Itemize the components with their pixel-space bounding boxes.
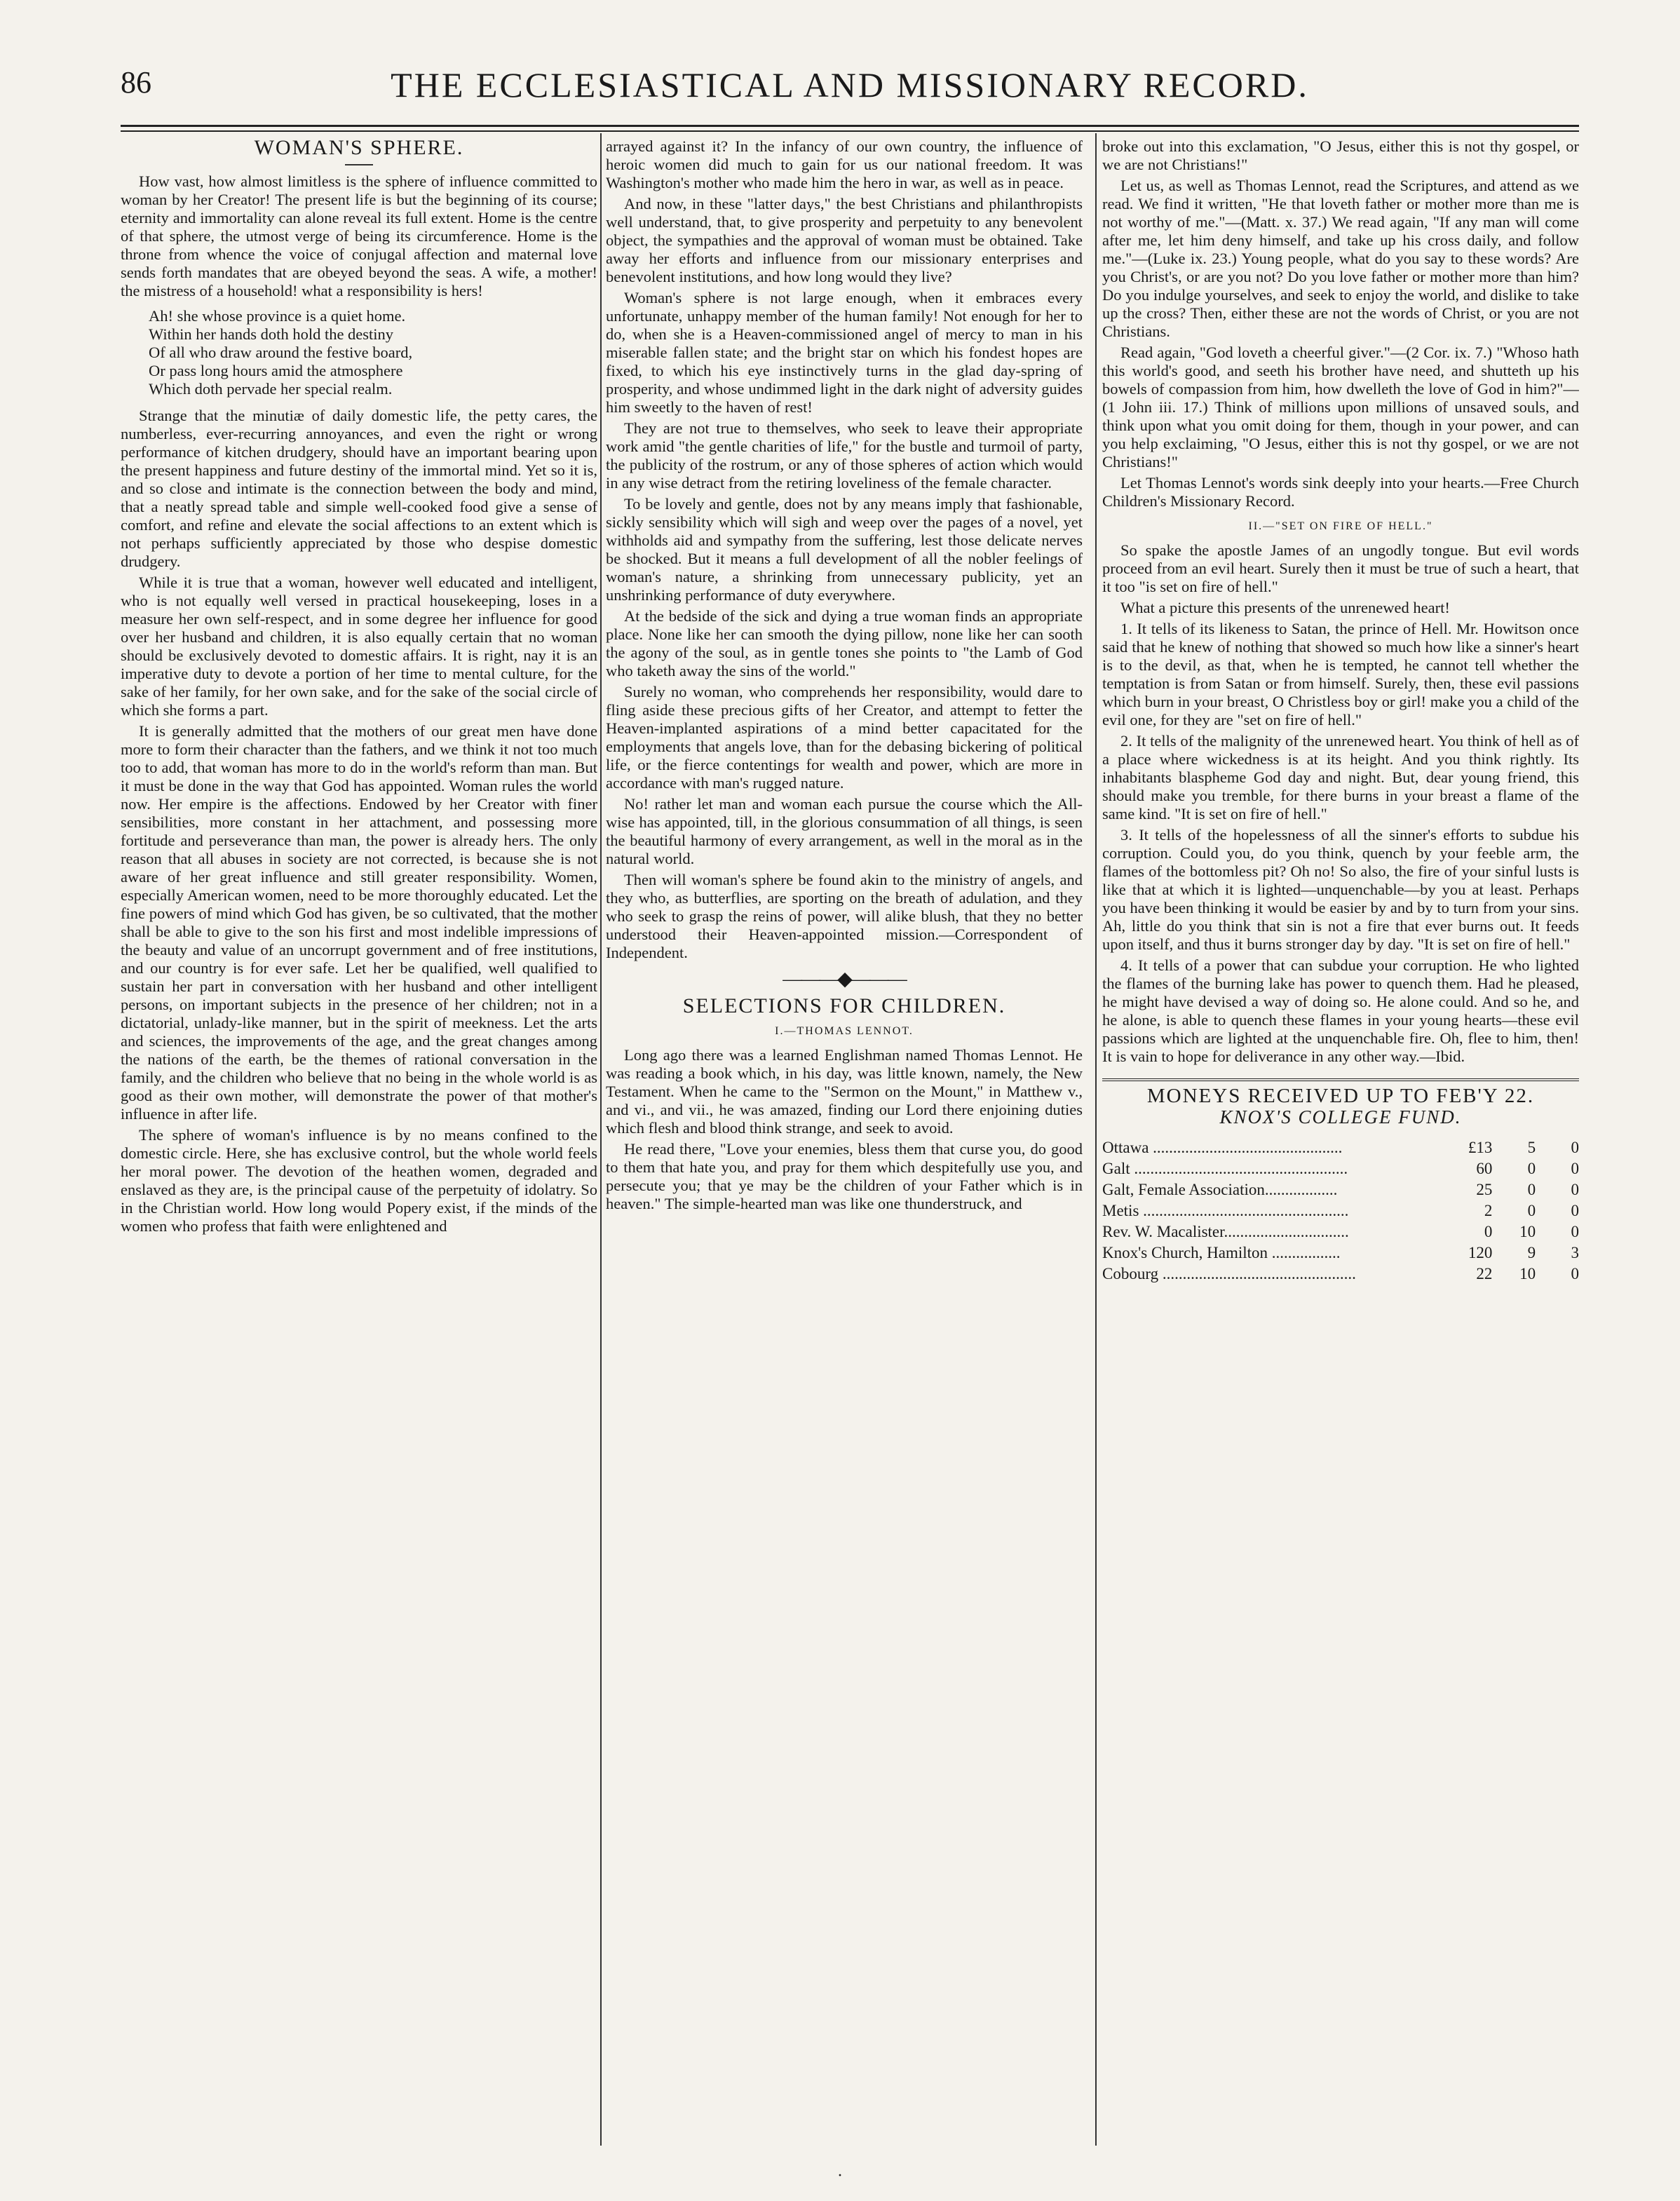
column-3 <box>1102 137 1579 2150</box>
paragraph: What a picture this presents of the unrenewed heart! <box>1120 599 1450 616</box>
poem-line: Within her hands doth hold the destiny <box>149 325 394 343</box>
fund-name: KNOX'S COLLEGE FUND. <box>1219 1106 1462 1127</box>
table-row <box>1102 1242 1579 1264</box>
paragraph: Strange that the minutiæ of daily domestic life, the petty cares, the numberless, ever-recurring annoyances, and even the right or wrong performance of kitchen drudgery, should have an important bearing upon the present happiness and future destiny of the immortal mind. Yet so it is, and so close and intimate is the connection between the body and mind, that a neatly spread table and simple well-cooked food give a sense of comfort, and refine and elevate the social affections to an extent which is not perhaps sufficiently appreciated by those who despise domestic drudgery. <box>121 407 597 570</box>
subheading-set-on-fire: II.—"SET ON FIRE OF HELL." <box>1248 520 1433 532</box>
pounds: 0 <box>1484 1223 1493 1240</box>
donor-name: Galt ..................................................... <box>1102 1160 1348 1177</box>
paragraph: arrayed against it? In the infancy of our own country, the influence of heroic women did much to gain for us our national freedom. It was Washington's mother who made him the hero in war, as well as in peace. <box>606 137 1083 191</box>
paragraph: It is generally admitted that the mothers of our great men have done more to form their character than the fathers, and we think it not too much too to add, that woman has more to do in the world's reform than man. But it must be done in the way that God has appointed. Woman rules the world now. Her empire is the affections. Endowed by her Creator with finer sensibilities, more constant in her attachment, and possessing more fortitude and perseverance than man, the power is already hers. The only reason that all abuses in society are not corrected, is because she is not aware of her great influence and still greater responsibility. Women, especially American women, need to be more thoroughly educated. Let the fine powers of mind which God has given, be so cultivated, that the mother shall be able to give to the son his first and most indelible impressions of the beauty and value of an uncorrupt government and of free institutions, and our country is for ever safe. Let her be qualified, well qualified to sustain her part in conversation with her husband and other intelligent persons, on important subjects in the presence of her children; not in a dictatorial, unlady-like manner, but in the spirit of meekness. Let the arts and sciences, the improvements of the age, and the great changes among the nations of the earth, be the themes of rational conversation in the family, and the children who believe that no being in the whole world is as good as their own mother, will demonstrate the power of that mother's influence in after life. <box>121 722 597 1123</box>
paragraph: They are not true to themselves, who seek to leave their appropriate work amid "the gentle charities of life," for the bustle and turmoil of party, the publicity of the rostrum, or any of those spheres of action which would in any wise detract from the retiring loveliness of the female character. <box>606 419 1083 492</box>
pence: 3 <box>1571 1244 1579 1261</box>
article-heading-selections: SELECTIONS FOR CHILDREN. <box>682 994 1006 1017</box>
table-row <box>1102 1221 1579 1242</box>
paragraph: 4. It tells of a power that can subdue your corruption. He who lighted the flames of the burning lake has power to quench them. Had he pleased, he might have devised a way of doing so. He alone could. And so he, and he alone, is able to quench these flames in your young hearts—these evil passions which are lighted at the unquenchable fire. Oh, flee to him, then! It is vain to hope for deliverance in any other way.—Ibid. <box>1102 956 1579 1065</box>
pence: 0 <box>1571 1202 1579 1219</box>
page-header <box>121 65 1579 121</box>
paragraph: No! rather let man and woman each pursue the course which the All-wise has appointed, till, in the glorious consummation of all things, is seen the beautiful harmony of every arrangement, as well in the moral as in the natural world. <box>606 795 1083 867</box>
header-rule <box>121 125 1579 127</box>
table-row <box>1102 1137 1579 1158</box>
shillings: 10 <box>1519 1265 1536 1282</box>
article-heading-womans-sphere: WOMAN'S SPHERE. <box>254 137 464 159</box>
pence: 0 <box>1571 1265 1579 1282</box>
pounds: 25 <box>1476 1181 1493 1198</box>
ornament-divider: ———◆——— <box>783 968 906 990</box>
column-2 <box>606 137 1083 2150</box>
moneys-title: MONEYS RECEIVED UP TO FEB'Y 22. <box>1146 1085 1535 1107</box>
pounds: 60 <box>1476 1160 1493 1177</box>
column-divider-2 <box>1095 133 1097 2146</box>
table-row <box>1102 1264 1579 1285</box>
ledger-table <box>1102 1137 1579 1285</box>
footer-mark: · <box>837 2167 843 2185</box>
paragraph: How vast, how almost limitless is the sphere of influence committed to woman by her Creator! The present life is but the beginning of its course; eternity and immortality can alone reveal its full extent. Home is the centre of that sphere, the utmost verge of being its circumference. Home is the throne from whence the voice of conjugal affection and maternal love sends forth mandates that are obeyed beyond the seas. A wife, a mother! the mistress of a household! what a responsibility is hers! <box>121 172 597 299</box>
poem-line: Of all who draw around the festive board, <box>149 344 413 361</box>
pence: 0 <box>1571 1181 1579 1198</box>
paragraph: Let Thomas Lennot's words sink deeply into your hearts.—Free Church Children's Missionary Record. <box>1102 474 1579 510</box>
shillings: 10 <box>1519 1223 1536 1240</box>
poem-line: Which doth pervade her special realm. <box>149 380 393 398</box>
publication-title: THE ECCLESIASTICAL AND MISSIONARY RECORD. <box>391 65 1309 104</box>
shillings: 0 <box>1527 1202 1536 1219</box>
table-row <box>1102 1200 1579 1221</box>
pounds: 22 <box>1476 1265 1493 1282</box>
pounds: 2 <box>1484 1202 1493 1219</box>
paragraph: While it is true that a woman, however well educated and intelligent, who is not equally well versed in practical housekeeping, loses in a measure her own self-respect, and in some degree her influence for good over her husband and children, it is also equally certain that no woman should be exclusively devoted to domestic affairs. It is right, nay it is an imperative duty to devote a portion of her time to mental culture, for the sake of her family, for her own sake, and for the sake of the social circle of which she forms a part. <box>121 574 597 719</box>
donor-name: Ottawa ............................................... <box>1102 1139 1343 1156</box>
section-rule <box>1102 1078 1579 1081</box>
paragraph: Read again, "God loveth a cheerful giver."—(2 Cor. ix. 7.) "Whoso hath this world's good, and seeth his brother have need, and shutteth up his bowels of compassion from him, how dwelleth the love of God in him?"—(1 John iii. 17.) Think of millions upon millions of unsaved souls, and think upon what you omit doing for them, though in your power, and can you help exclaiming, "O Jesus, either this is not thy gospel, or we are not Christians!" <box>1102 344 1579 470</box>
paragraph: Then will woman's sphere be found akin to the ministry of angels, and they who, as butterflies, are sporting on the breath of adulation, and they who seek to grasp the reins of power, will alike blush, that they no better understood their Heaven-appointed mission.—Correspondent of Independent. <box>606 871 1083 961</box>
donor-name: Cobourg ................................................ <box>1102 1265 1356 1282</box>
page-number: 86 <box>121 65 151 100</box>
pounds: £13 <box>1468 1139 1493 1156</box>
table-row <box>1102 1158 1579 1179</box>
paragraph: Let us, as well as Thomas Lennot, read the Scriptures, and attend as we read. We find it written, "He that loveth father or mother more than me is not worthy of me."—(Matt. x. 37.) We read again, "If any man will come after me, let him deny himself, and take up his cross daily, and follow me."—(Luke ix. 23.) Young people, what do you say to these words? Are you Christ's, or are you not? Do you love father or mother more than him? Do you indulge yourselves, and seek to enjoy the world, and dislike to take up the cross? Then, either these are not the words of Christ, or you are not Christians. <box>1102 177 1579 340</box>
shillings: 5 <box>1527 1139 1536 1156</box>
paragraph: Surely no woman, who comprehends her responsibility, would dare to fling aside these precious gifts of her Creator, and attempt to fetter the Heaven-implanted aspirations of a mind better capacitated for the employments that angels love, than for the debasing bickering of political life, or the fierce contentings for wealth and power, which are more in accordance with man's rugged nature. <box>606 683 1083 792</box>
paragraph: 3. It tells of the hopelessness of all the sinner's efforts to subdue his corruption. Could you, do you think, quench by your feeble arm, the flames of the bottomless pit? Oh no! So also, the fire of your sinful lusts is like that at which it is lighted—unquenchable—by you at least. Perhaps you have been thinking it would be easier by and by to turn from your sins. Ah, little do you think that sin is not a fire that ever burns out. It feeds upon itself, and thus it burns stronger day by day. "It is set on fire of hell." <box>1102 826 1579 953</box>
shillings: 0 <box>1527 1181 1536 1198</box>
subheading-thomas-lennot: I.—THOMAS LENNOT. <box>775 1025 914 1037</box>
donor-name: Galt, Female Association.................. <box>1102 1181 1338 1198</box>
heading-rule <box>345 164 373 165</box>
paragraph: 1. It tells of its likeness to Satan, the prince of Hell. Mr. Howitson once said that he knew of nothing that showed so much how like a sinner's heart is to the devil, as that, when he is tempted, he cannot tell whether the temptation is from Satan or from himself. Surely, then, these evil passions which burn in your breast, O Christless boy or girl! make you a child of the evil one, for they are "set on fire of hell." <box>1102 620 1579 729</box>
paragraph: 2. It tells of the malignity of the unrenewed heart. You think of hell as of a place where wickedness is at its height. And you think rightly. Its inhabitants blaspheme God day and night. But, dear young friend, this should make you tremble, for there burns in your breast a flame of the same kind. "It is set on fire of hell." <box>1102 732 1579 822</box>
pence: 0 <box>1571 1139 1579 1156</box>
pence: 0 <box>1571 1160 1579 1177</box>
paragraph: And now, in these "latter days," the best Christians and philanthropists well understand, that, to give prosperity and perpetuity to any benevolent object, the sympathies and the approval of woman must be obtained. Take away her efforts and influence from our missionary enterprises and benevolent institutions, and how long would they live? <box>606 195 1083 285</box>
shillings: 9 <box>1527 1244 1536 1261</box>
poem-line: Or pass long hours amid the atmosphere <box>149 362 403 379</box>
poem <box>149 307 597 398</box>
donor-name: Metis ................................................... <box>1102 1202 1349 1219</box>
header-rule-dashed <box>121 130 1579 132</box>
paragraph: So spake the apostle James of an ungodly tongue. But evil words proceed from an evil heart. Surely then it must be true of such a heart, that it too "is set on fire of hell." <box>1102 541 1579 595</box>
paragraph: Long ago there was a learned Englishman named Thomas Lennot. He was reading a book which, in his day, was little known, namely, the New Testament. When he came to the "Sermon on the Mount," in Matthew v., and vi., and vii., he was amazed, finding our Lord there enjoining duties which flesh and blood think strange, and seek to avoid. <box>606 1046 1083 1137</box>
table-row <box>1102 1179 1579 1200</box>
paragraph: Woman's sphere is not large enough, when it embraces every unfortunate, unhappy member of the human family! Not enough for her to do, when she is a Heaven-commissioned angel of mercy to man in his miserable fallen state; and the bright star on which his fondest hopes are fixed, to which his eye instinctively turns in the glad day-spring of prosperity, and whose undimmed light in the dark night of adversity guides him sweetly to the haven of rest! <box>606 289 1083 416</box>
paragraph: At the bedside of the sick and dying a true woman finds an appropriate place. None like her can smooth the dying pillow, none like her can sooth the agony of the soul, as in gentle tones she points to "the Lamb of God who taketh away the sins of the world." <box>606 607 1083 679</box>
column-1 <box>121 137 597 2150</box>
pence: 0 <box>1571 1223 1579 1240</box>
paragraph: The sphere of woman's influence is by no means confined to the domestic circle. Here, she has exclusive control, but the whole world feels her moral power. The devotion of the heathen women, degraded and enslaved as they are, is the principal cause of the perpetuity of idolatry. So in the Christian world. How long would Popery exist, if the minds of the women who profess that faith were enlightened and <box>121 1126 597 1235</box>
donor-name: Knox's Church, Hamilton ................. <box>1102 1244 1341 1261</box>
paragraph: To be lovely and gentle, does not by any means imply that fashionable, sickly sensibility which will sigh and weep over the pages of a novel, yet withholds aid and sympathy from the suffering, lest those delicate nerves be shocked. But it means a full development of all the nobler feelings of woman's nature, a shrinking from unnecessary publicity, yet an unshrinking performance of duty everywhere. <box>606 495 1083 604</box>
donor-name: Rev. W. Macalister............................... <box>1102 1223 1349 1240</box>
shillings: 0 <box>1527 1160 1536 1177</box>
column-divider-1 <box>600 133 602 2146</box>
paragraph: broke out into this exclamation, "O Jesus, either this is not thy gospel, or we are not Christians!" <box>1102 137 1579 173</box>
poem-line: Ah! she whose province is a quiet home. <box>149 307 406 325</box>
pounds: 120 <box>1468 1244 1493 1261</box>
paragraph: He read there, "Love your enemies, bless them that curse you, do good to them that hate you, and pray for them which despitefully use you, and persecute you; that ye may be the children of your Father which is in heaven." The simple-hearted man was like one thunderstruck, and <box>606 1140 1083 1212</box>
